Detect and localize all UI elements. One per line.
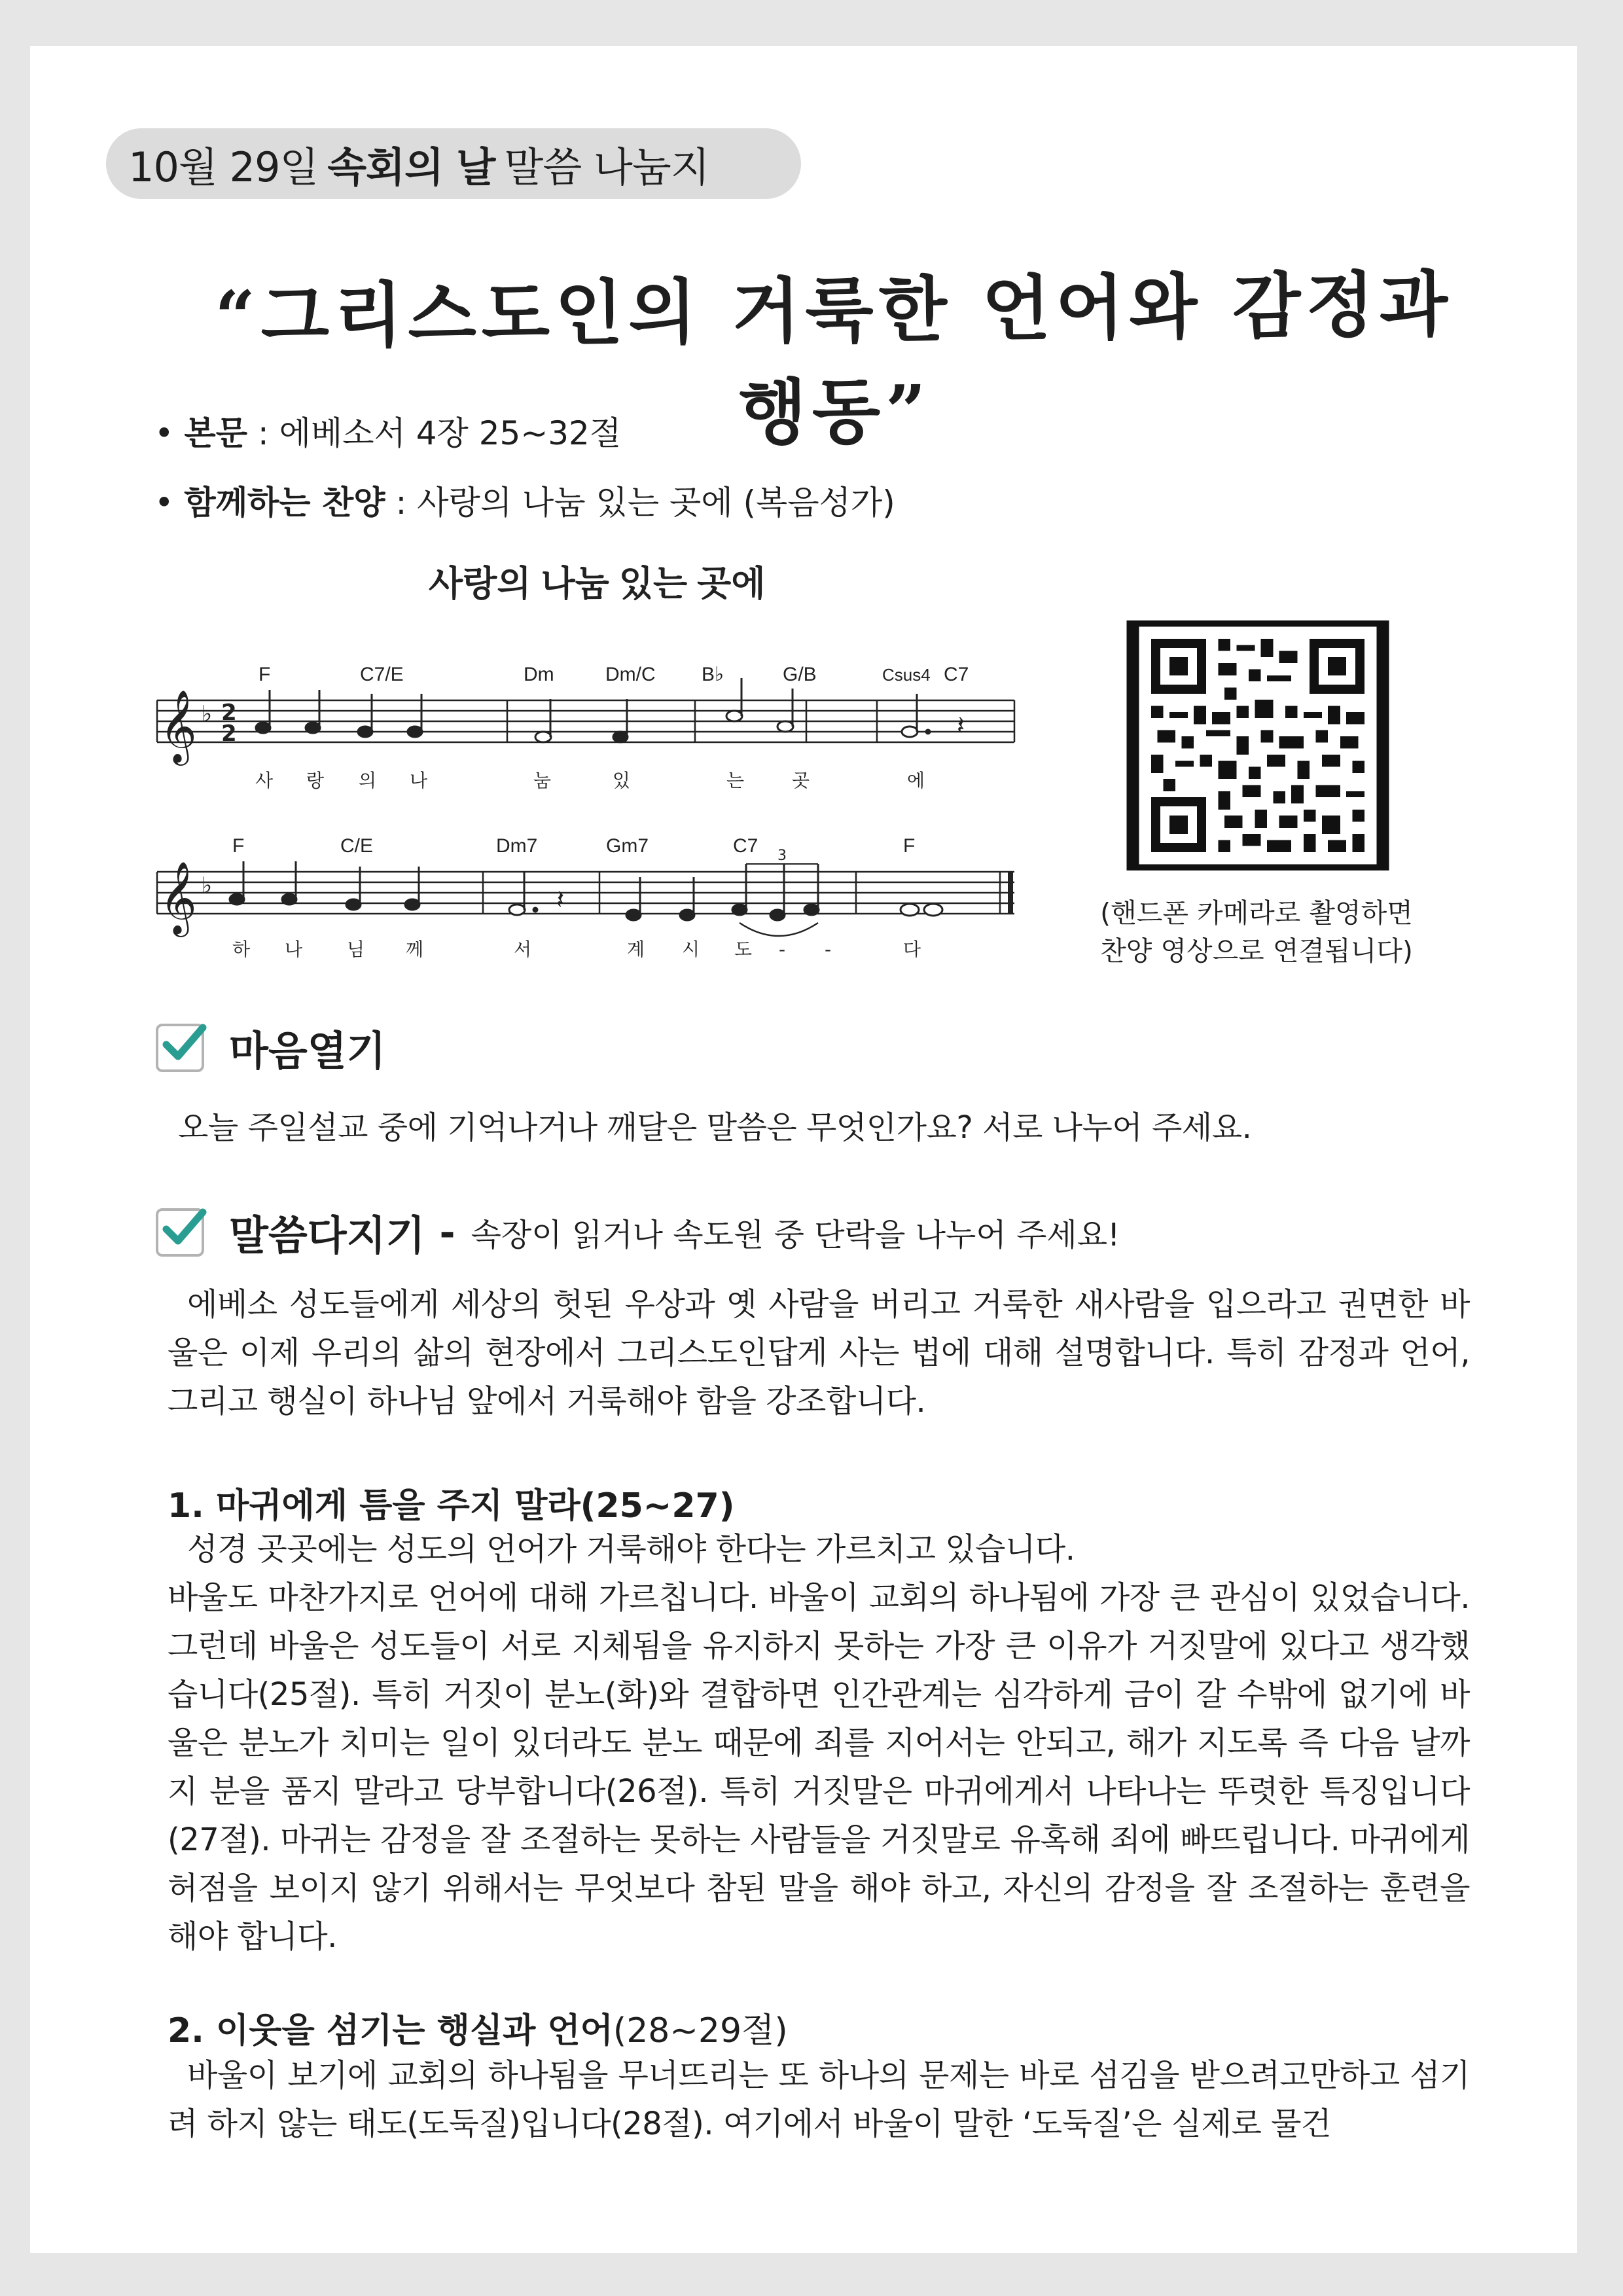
header-event: 속회의 날 xyxy=(327,143,495,191)
svg-text:Dm/C: Dm/C xyxy=(605,664,656,685)
section-2-intro-text: 에베소 성도들에게 세상의 헛된 우상과 옛 사람을 버리고 거룩한 새사람을 입으라고 권면한 바울은 이제 우리의 삶의 현장에서 그리스도인답게 사는 법에 대해 설명합니다. 특히 감정과 언어, 그리고 행실이 하나님 앞에서 거룩해야 함을 강조합니다. xyxy=(168,1286,1470,1420)
header-suffix: 말씀 나눔지 xyxy=(504,143,709,191)
svg-text:F: F xyxy=(259,664,271,685)
scripture-label: 본문 xyxy=(184,414,247,452)
time-sig-bottom: 2 xyxy=(221,721,237,747)
section-2-dash: - xyxy=(439,1210,455,1255)
svg-text:하: 하 xyxy=(232,939,251,960)
lyrics-line-2 xyxy=(232,939,921,960)
section-word-study xyxy=(156,1203,1120,1261)
bullet: • xyxy=(154,414,185,452)
slur-mark xyxy=(740,923,818,936)
section-2-subtitle: 속장이 읽거나 속도원 중 단락을 나누어 주세요! xyxy=(471,1217,1120,1253)
qr-caption-line-1: (핸드폰 카메라로 촬영하면 xyxy=(1100,897,1413,929)
staff-2 xyxy=(157,872,1014,914)
svg-text:도: 도 xyxy=(734,939,753,960)
point-1-line-text: 성경 곳곳에는 성도의 언어가 거룩해야 한다는 가르치고 있습니다. xyxy=(187,1531,1075,1568)
bullet: • xyxy=(154,484,185,522)
point-1-first-line xyxy=(168,1525,1470,1573)
svg-text:사: 사 xyxy=(255,770,274,791)
score-title: 사랑의 나눔 있는 곳에 xyxy=(429,564,766,603)
svg-text:님: 님 xyxy=(347,939,365,960)
svg-text:-: - xyxy=(825,939,832,960)
treble-clef-icon: 𝄞 xyxy=(160,689,197,762)
header-banner xyxy=(106,128,801,199)
sheet-music xyxy=(151,556,1021,988)
svg-text:의: 의 xyxy=(359,770,377,791)
sermon-title: “그리스도인의 거룩한 언어와 감정과 행동” xyxy=(214,263,1454,455)
svg-text:랑: 랑 xyxy=(306,770,325,791)
svg-text:나: 나 xyxy=(285,939,303,960)
svg-text:C7: C7 xyxy=(733,835,758,857)
section-2-title: 말씀다지기 xyxy=(229,1211,425,1259)
scripture-line xyxy=(154,407,621,454)
svg-text:다: 다 xyxy=(903,939,921,960)
checkbox-icon xyxy=(156,1208,204,1257)
svg-text:-: - xyxy=(779,939,786,960)
qr-code[interactable] xyxy=(1122,620,1394,870)
svg-text:시: 시 xyxy=(682,939,700,960)
svg-text:C/E: C/E xyxy=(340,835,374,857)
hymn-line xyxy=(154,476,895,524)
flat-sign-icon: ♭ xyxy=(202,701,213,727)
treble-clef-icon: 𝄞 xyxy=(160,861,197,934)
section-1-body: 오늘 주일설교 중에 기억나거나 깨달은 말씀은 무엇인가요? 서로 나누어 주세요. xyxy=(178,1109,1252,1146)
point-2-heading xyxy=(168,2003,788,2052)
svg-text:F: F xyxy=(232,835,245,857)
flat-sign-icon: ♭ xyxy=(202,872,213,899)
svg-text:서: 서 xyxy=(514,939,532,960)
svg-text:C7: C7 xyxy=(944,664,969,685)
staff-1 xyxy=(157,700,1014,742)
chords-line-1 xyxy=(259,664,969,685)
svg-text:B♭: B♭ xyxy=(702,664,724,685)
time-sig-top: 2 xyxy=(221,700,237,726)
svg-text:있: 있 xyxy=(613,770,631,791)
point-2-heading-ref: (28~29절) xyxy=(613,2011,788,2051)
point-1-paragraph: 바울도 마찬가지로 언어에 대해 가르칩니다. 바울이 교회의 하나됨에 가장 큰 관심이 있었습니다. 그런데 바울은 성도들이 서로 지체됨을 유지하지 못하는 가장 큰 이유가 거짓말에 있다고 생각했습니다(25절). 특히 거짓이 분노(화)와 결합하면 인간관계는 심각하게 금이 갈 수밖에 없기에 바울은 분노가 치미는 일이 있더라도 분노 때문에 죄를 지어서는 안되고, 해가 지도록 즉 다음 날까지 분을 품지 말라고 당부합니다(26절). 특히 거짓말은 마귀에게서 나타나는 뚜렷한 특징입니다(27절). 마귀는 감정을 잘 조절하는 못하는 사람들을 거짓말로 유혹해 죄에 빠뜨립니다. 마귀에게 허점을 보이지 않기 위해서는 무엇보다 참된 말을 해야 하고, 자신의 감정을 잘 조절하는 훈련을 해야 합니다. xyxy=(168,1579,1470,1955)
qr-caption-line-2: 찬양 영상으로 연결됩니다) xyxy=(1100,935,1413,967)
section-heart-opening xyxy=(156,1018,386,1077)
triplet-mark: 3 xyxy=(777,848,787,864)
svg-text:Csus4: Csus4 xyxy=(882,665,931,685)
lyrics-line-1 xyxy=(255,770,925,791)
hymn-name: : 사랑의 나눔 있는 곳에 (복음성가) xyxy=(385,484,895,522)
svg-text:나: 나 xyxy=(410,770,428,791)
hymn-label: 함께하는 찬양 xyxy=(184,484,385,522)
section-2-intro xyxy=(168,1280,1470,1426)
svg-text:C7/E: C7/E xyxy=(360,664,404,685)
svg-text:계: 계 xyxy=(627,939,645,960)
point-1-body xyxy=(168,1525,1470,1961)
rest-icon: 𝄽 xyxy=(556,885,565,915)
svg-text:F: F xyxy=(903,835,916,857)
point-2-body xyxy=(168,2051,1470,2148)
svg-text:Dm7: Dm7 xyxy=(496,835,538,857)
notes-line-2 xyxy=(230,861,942,920)
header-date: 10월 29일 xyxy=(128,143,319,191)
point-1-heading: 1. 마귀에게 틈을 주지 말라(25~27) xyxy=(168,1486,735,1526)
point-2-body-text: 바울이 보기에 교회의 하나됨을 무너뜨리는 또 하나의 문제는 바로 섬김을 받으려고만하고 섬기려 하지 않는 태도(도둑질)입니다(28절). 여기에서 바울이 말한 ‘도둑질’은 실제로 물건 xyxy=(168,2057,1470,2142)
svg-text:곳: 곳 xyxy=(792,770,810,791)
checkbox-icon xyxy=(156,1024,204,1072)
section-1-title: 마음열기 xyxy=(229,1027,386,1075)
svg-text:에: 에 xyxy=(907,770,925,791)
qr-caption xyxy=(1073,894,1440,970)
rest-icon: 𝄽 xyxy=(957,711,965,741)
svg-text:Gm7: Gm7 xyxy=(606,835,649,857)
svg-text:는: 는 xyxy=(726,770,745,791)
point-2-heading-text: 2. 이웃을 섬기는 행실과 언어 xyxy=(168,2011,613,2051)
chords-line-2 xyxy=(232,835,915,857)
scripture-ref: : 에베소서 4장 25~32절 xyxy=(247,414,622,452)
svg-text:눔: 눔 xyxy=(533,770,552,791)
svg-text:Dm: Dm xyxy=(524,664,554,685)
svg-text:께: 께 xyxy=(406,939,424,960)
svg-text:G/B: G/B xyxy=(783,664,817,685)
